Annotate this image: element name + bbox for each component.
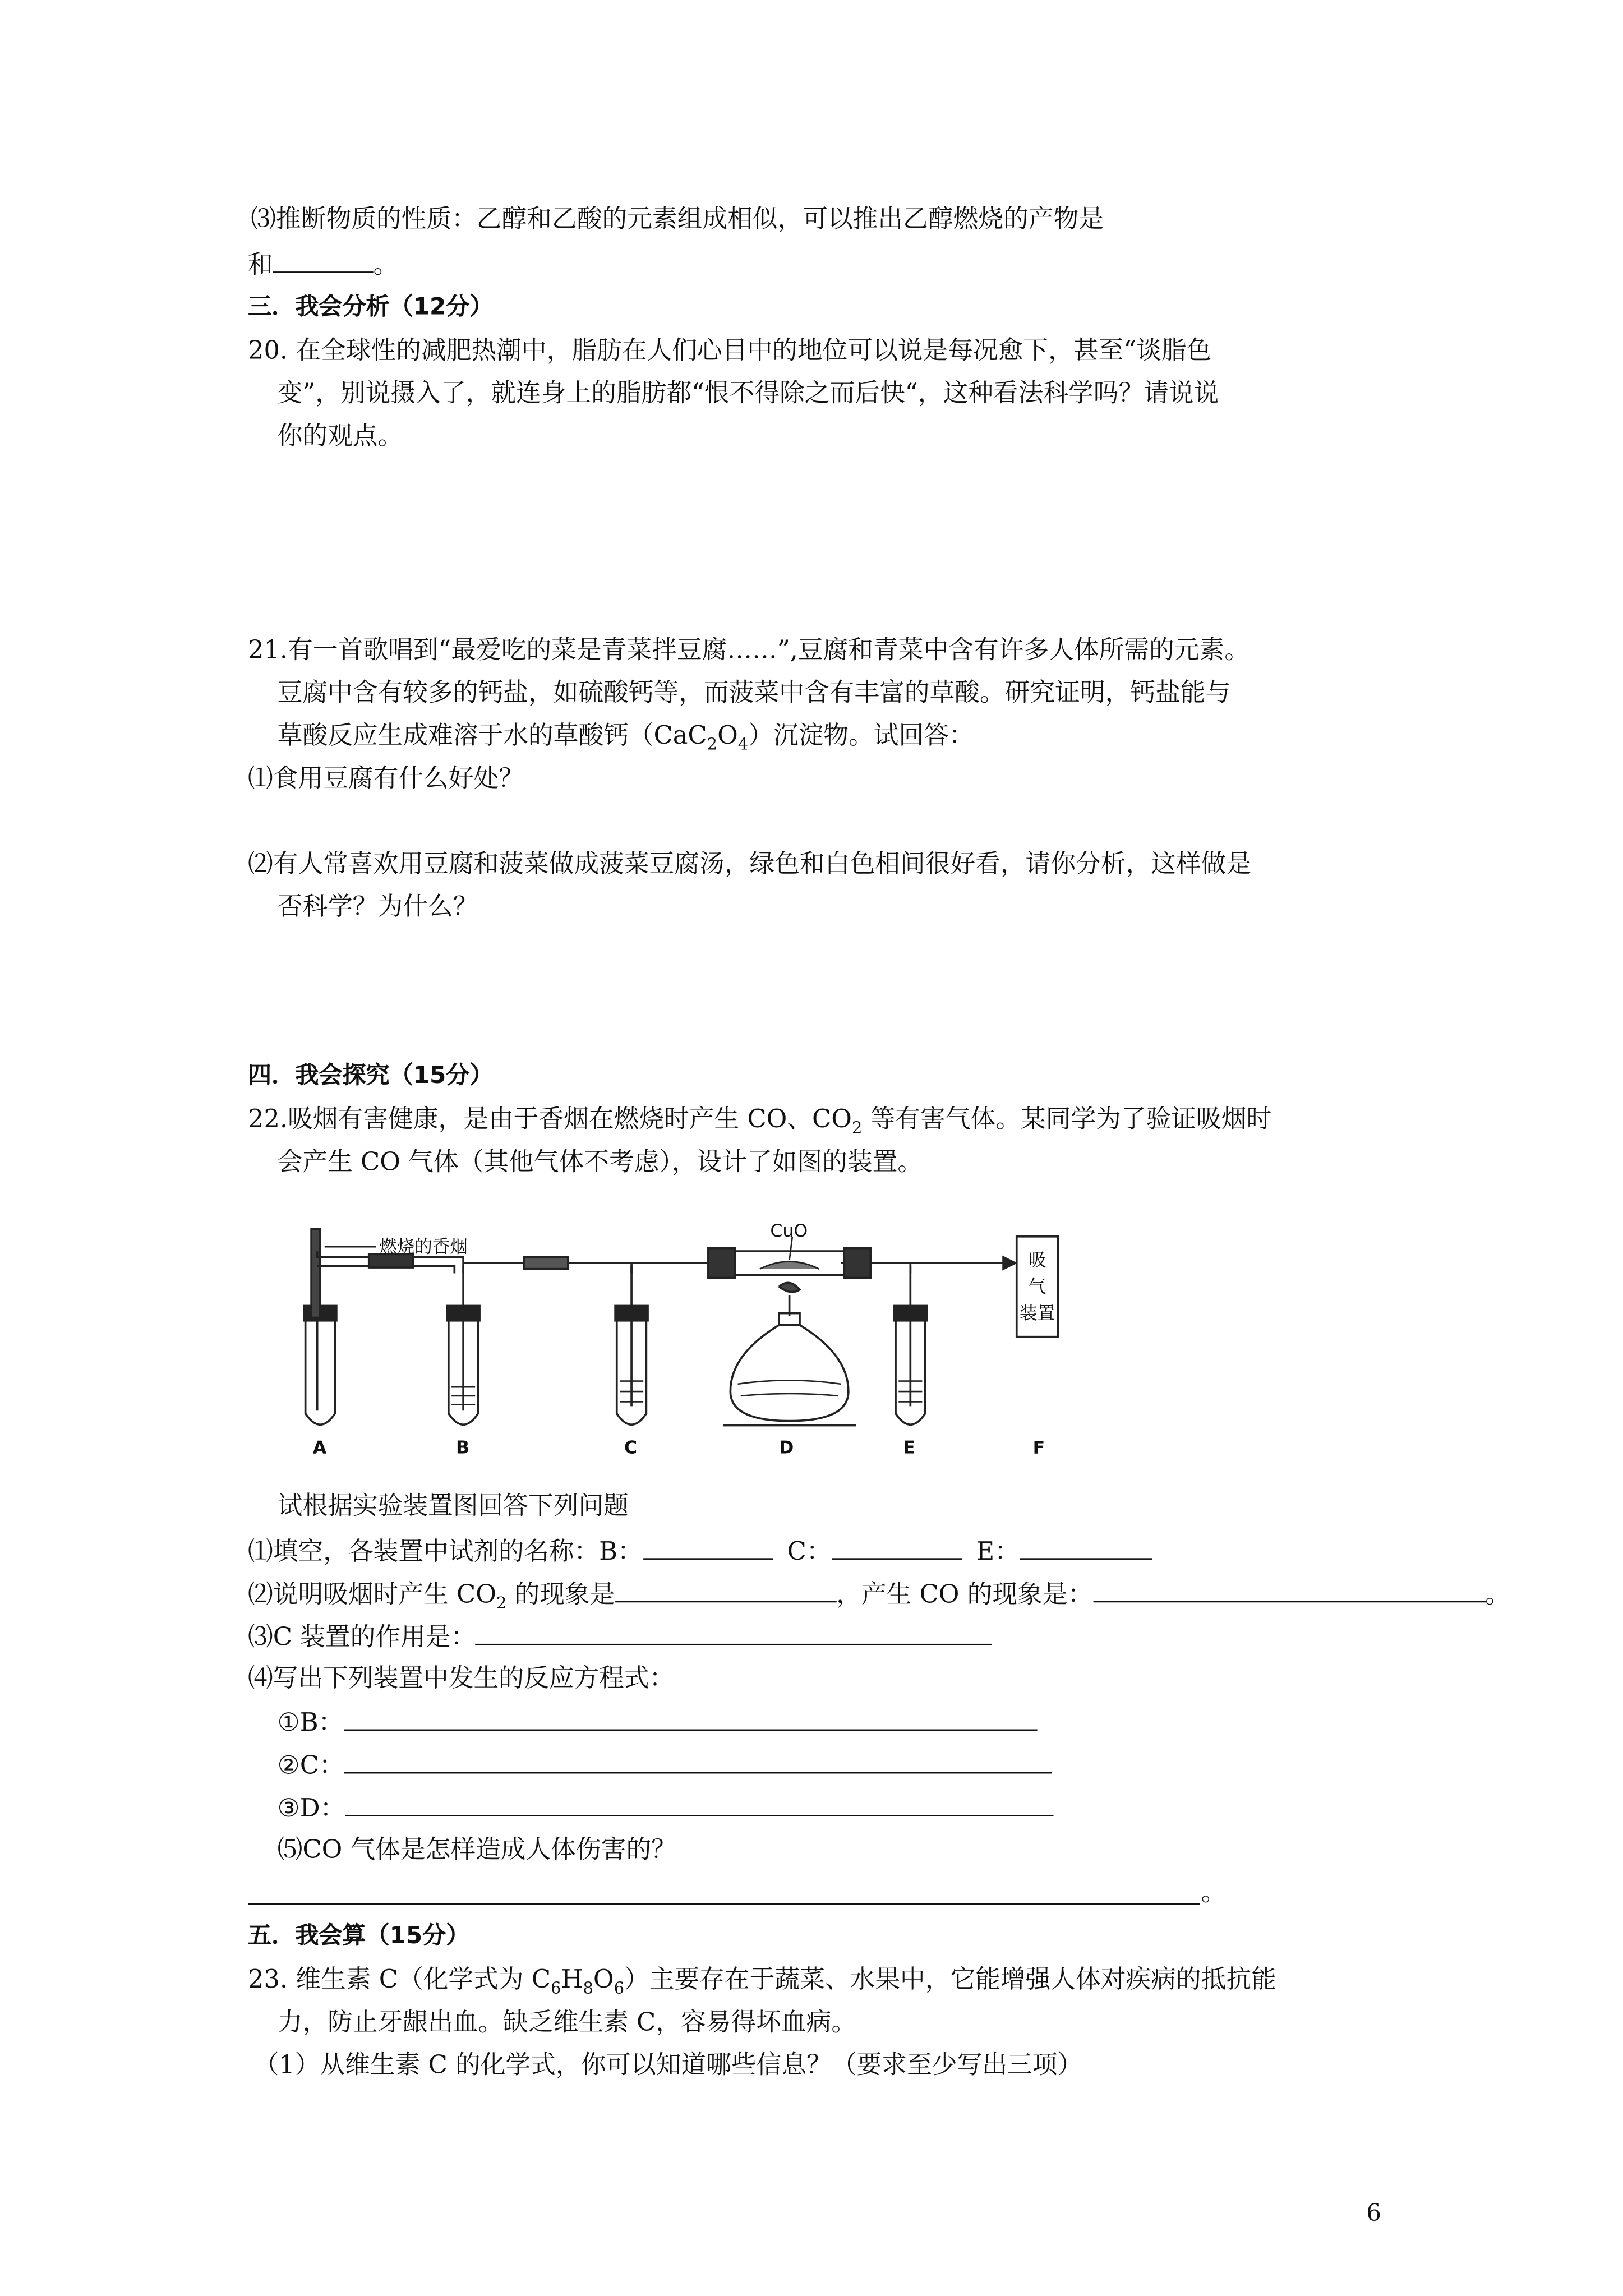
co2-phenomenon-blank[interactable]	[615, 1578, 837, 1603]
label-cuo: CuO	[770, 1221, 808, 1241]
q21-part1: ⑴食用豆腐有什么好处？	[248, 764, 524, 794]
q21-text-b: ）沉淀物。试回答：	[748, 721, 974, 751]
q21-subscript-2: 2	[707, 735, 718, 754]
q22-part2-text-c: ，产生 CO 的现象是：	[836, 1580, 1093, 1610]
reagent-e-blank[interactable]	[1020, 1534, 1152, 1560]
alcohol-lamp	[723, 1283, 856, 1425]
q19-3-line1: ⑶推断物质的性质：乙醇和乙酸的元素组成相似，可以推出乙醇燃烧的产物是	[251, 205, 1104, 235]
co-phenomenon-blank[interactable]	[1092, 1578, 1485, 1603]
co-harm-answer-line[interactable]	[248, 1903, 1200, 1905]
q22-text-b: 等有害气体。某同学为了验证吸烟时	[862, 1105, 1272, 1135]
q19-3-text: 和	[248, 251, 273, 280]
equation-b-label: ①B：	[277, 1708, 344, 1739]
q21-part2-line2: 否科学？为什么？	[277, 892, 478, 923]
q23-text-h: H	[561, 1965, 583, 1995]
page-number: 6	[1366, 2198, 1382, 2227]
q21-line1: 21.有一首歌唱到“最爱吃的菜是青菜拌豆腐……”,豆腐和青菜中含有许多人体所需的元素。	[248, 635, 1250, 666]
q20-line3: 你的观点。	[277, 422, 403, 452]
label-d: D	[779, 1437, 794, 1458]
q21-part2-line1: ⑵有人常喜欢用豆腐和菠菜做成菠菜豆腐汤，绿色和白色相间很好看，请你分析，这样做是	[248, 850, 1252, 880]
tube-c	[615, 1266, 648, 1424]
label-c: C	[624, 1437, 638, 1458]
q22-part5: ⑸CO 气体是怎样造成人体伤害的？	[277, 1835, 676, 1865]
equation-c-label: ②C：	[277, 1751, 344, 1781]
tube-b	[447, 1266, 479, 1424]
label-b: B	[455, 1437, 470, 1458]
q23-text-o: O	[593, 1965, 614, 1995]
tube-e	[894, 1266, 926, 1424]
q21-subscript-4: 4	[737, 735, 749, 754]
label-f: F	[1032, 1437, 1045, 1458]
q21-line3	[278, 720, 974, 755]
q22-part1	[248, 1534, 1152, 1569]
q23-line1	[248, 1964, 1276, 1999]
q20-line1: 20. 在全球性的减肥热潮中，脂肪在人们心目中的地位可以说是每况愈下，甚至“谈脂色	[248, 336, 1212, 366]
equation-b-line	[278, 1705, 1037, 1740]
q23-subscript-h: 8	[583, 1979, 593, 1998]
section-4-heading: 四．我会探究（15分）	[248, 1061, 494, 1089]
q21-text-o: O	[717, 721, 738, 751]
q20-line2: 变”，别说摄入了，就连身上的脂肪都“恨不得除之而后快“，这种看法科学吗？请说说	[277, 379, 1219, 409]
equation-d-line	[278, 1791, 1054, 1825]
section-3-heading: 三．我会分析（12分）	[248, 292, 494, 320]
q21-line2: 豆腐中含有较多的钙盐，如硫酸钙等，而菠菜中含有丰富的草酸。研究证明，钙盐能与	[277, 679, 1231, 708]
q22-part1-e-label: E：	[976, 1537, 1020, 1567]
q23-line2: 力，防止牙龈出血。缺乏维生素 C，容易得坏血病。	[277, 2008, 857, 2038]
q21-text-a: 草酸反应生成难溶于水的草酸钙（CaC	[277, 721, 707, 751]
equation-b-blank[interactable]	[343, 1705, 1037, 1731]
label-a: A	[312, 1437, 327, 1458]
q23-subscript-c: 6	[551, 1979, 561, 1998]
reagent-c-blank[interactable]	[832, 1534, 962, 1560]
label-cigarette: 燃烧的香烟	[379, 1237, 468, 1257]
experiment-apparatus-diagram	[280, 1221, 1077, 1458]
c-function-blank[interactable]	[476, 1620, 992, 1645]
label-suction-2: 气	[1028, 1276, 1046, 1297]
equation-d-label: ③D：	[277, 1794, 345, 1824]
q22-part2	[248, 1578, 1510, 1615]
q19-3-line2	[248, 248, 398, 282]
label-suction-3: 装置	[1020, 1303, 1055, 1324]
q22-part5-period: 。	[1201, 1878, 1227, 1908]
q23-text-b: ）主要存在于蔬菜、水果中，它能增强人体对疾病的抵抗能	[624, 1965, 1276, 1995]
reagent-b-blank[interactable]	[643, 1534, 773, 1560]
section-5-heading: 五．我会算（15分）	[248, 1921, 470, 1949]
q23-subscript-o: 6	[614, 1979, 624, 1998]
q22-part1-text: ⑴填空，各装置中试剂的名称：B：	[248, 1537, 643, 1567]
equation-d-blank[interactable]	[345, 1791, 1053, 1816]
label-suction-1: 吸	[1028, 1250, 1046, 1271]
q22-text-a: 22.吸烟有害健康，是由于香烟在燃烧时产生 CO、CO	[248, 1105, 852, 1135]
q19-3-period: 。	[373, 251, 399, 280]
q22-part2-subscript: 2	[496, 1593, 507, 1613]
q23-part1: （1）从维生素 C 的化学式，你可以知道哪些信息？（要求至少写出三项）	[253, 2051, 1083, 2081]
q22-line1	[248, 1104, 1271, 1139]
q22-part3	[248, 1620, 992, 1654]
tube-a	[304, 1229, 336, 1425]
q22-intro: 试根据实验装置图回答下列问题	[277, 1491, 629, 1522]
combustion-tube-d	[708, 1237, 870, 1278]
q22-part2-period: 。	[1485, 1580, 1510, 1610]
q22-part4: ⑷写出下列装置中发生的反应方程式：	[248, 1664, 675, 1694]
equation-c-line	[278, 1749, 1053, 1783]
q22-line2: 会产生 CO 气体（其他气体不考虑），设计了如图的装置。	[277, 1147, 923, 1178]
q23-text-a: 23. 维生素 C（化学式为 C	[248, 1965, 551, 1995]
q22-subscript-2: 2	[851, 1118, 863, 1138]
q22-part2-text-b: 的现象是	[506, 1580, 615, 1610]
label-e: E	[903, 1437, 915, 1458]
q22-part2-text-a: ⑵说明吸烟时产生 CO	[248, 1580, 496, 1610]
q22-part1-c-label: C：	[787, 1537, 832, 1567]
equation-c-blank[interactable]	[344, 1749, 1053, 1774]
q22-part3-text: ⑶C 装置的作用是：	[248, 1623, 476, 1653]
q19-3-answer-blank[interactable]	[273, 248, 374, 273]
